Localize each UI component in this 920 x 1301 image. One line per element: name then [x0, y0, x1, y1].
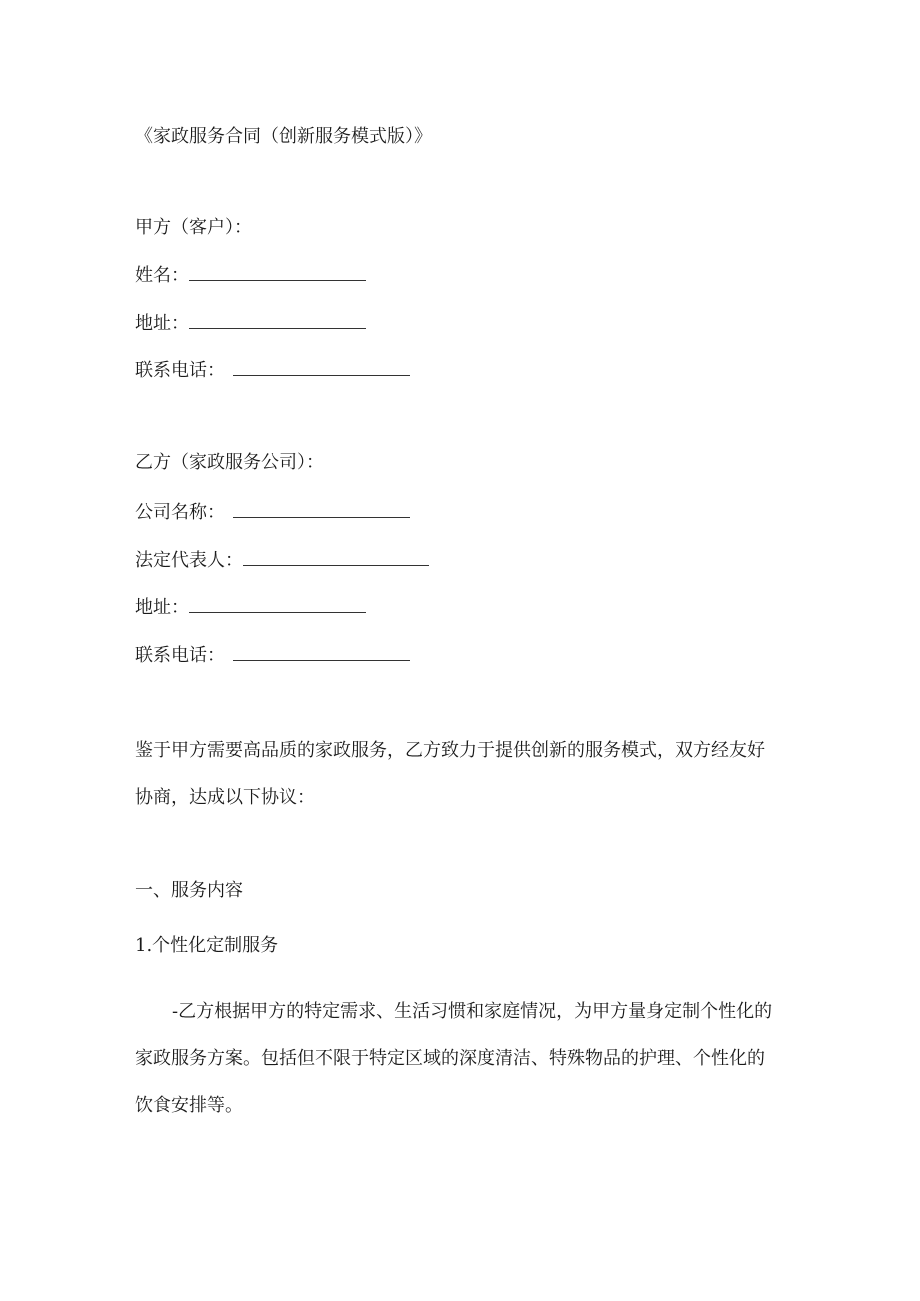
party-a-heading: 甲方（客户）： [135, 217, 252, 238]
party-a-name-field[interactable] [189, 262, 366, 281]
section-1-item-1-text: -乙方根据甲方的特定需求、生活习惯和家庭情况，为甲方量身定制个性化的家政服务方案。包括但不限于特定区域的深度清洁、特殊物品的护理、个性化的饮食安排等。 [135, 1001, 773, 1116]
party-b-company-field[interactable] [233, 499, 410, 518]
party-a-address-row [135, 310, 366, 336]
party-a-phone-field[interactable] [233, 357, 410, 376]
party-b-address-label: 地址： [135, 597, 189, 618]
party-b-phone-label: 联系电话： [135, 645, 225, 666]
party-a-phone-label: 联系电话： [135, 360, 225, 381]
section-1-heading: 一、服务内容 [135, 880, 243, 901]
party-b-address-row [135, 594, 366, 620]
party-b-address-field[interactable] [189, 594, 366, 613]
party-b-phone-field[interactable] [233, 642, 410, 661]
preamble-paragraph: 鉴于甲方需要高品质的家政服务，乙方致力于提供创新的服务模式，双方经友好协商，达成以下协议： [135, 740, 765, 808]
document-title: 《家政服务合同（创新服务模式版）》 [135, 126, 432, 147]
party-a-name-row [135, 262, 366, 288]
party-b-company-label: 公司名称： [135, 502, 225, 523]
party-a-address-label: 地址： [135, 313, 189, 334]
party-b-rep-row [135, 547, 429, 573]
party-a-phone-row [135, 357, 410, 383]
party-b-rep-field[interactable] [243, 547, 429, 566]
party-b-heading: 乙方（家政服务公司）： [135, 452, 324, 473]
party-b-phone-row [135, 642, 410, 668]
party-b-company-row [135, 499, 410, 525]
section-1-item-1-heading: 1.个性化定制服务 [135, 935, 279, 956]
party-a-name-label: 姓名： [135, 265, 189, 286]
party-a-address-field[interactable] [189, 310, 366, 329]
party-b-rep-label: 法定代表人： [135, 550, 243, 571]
